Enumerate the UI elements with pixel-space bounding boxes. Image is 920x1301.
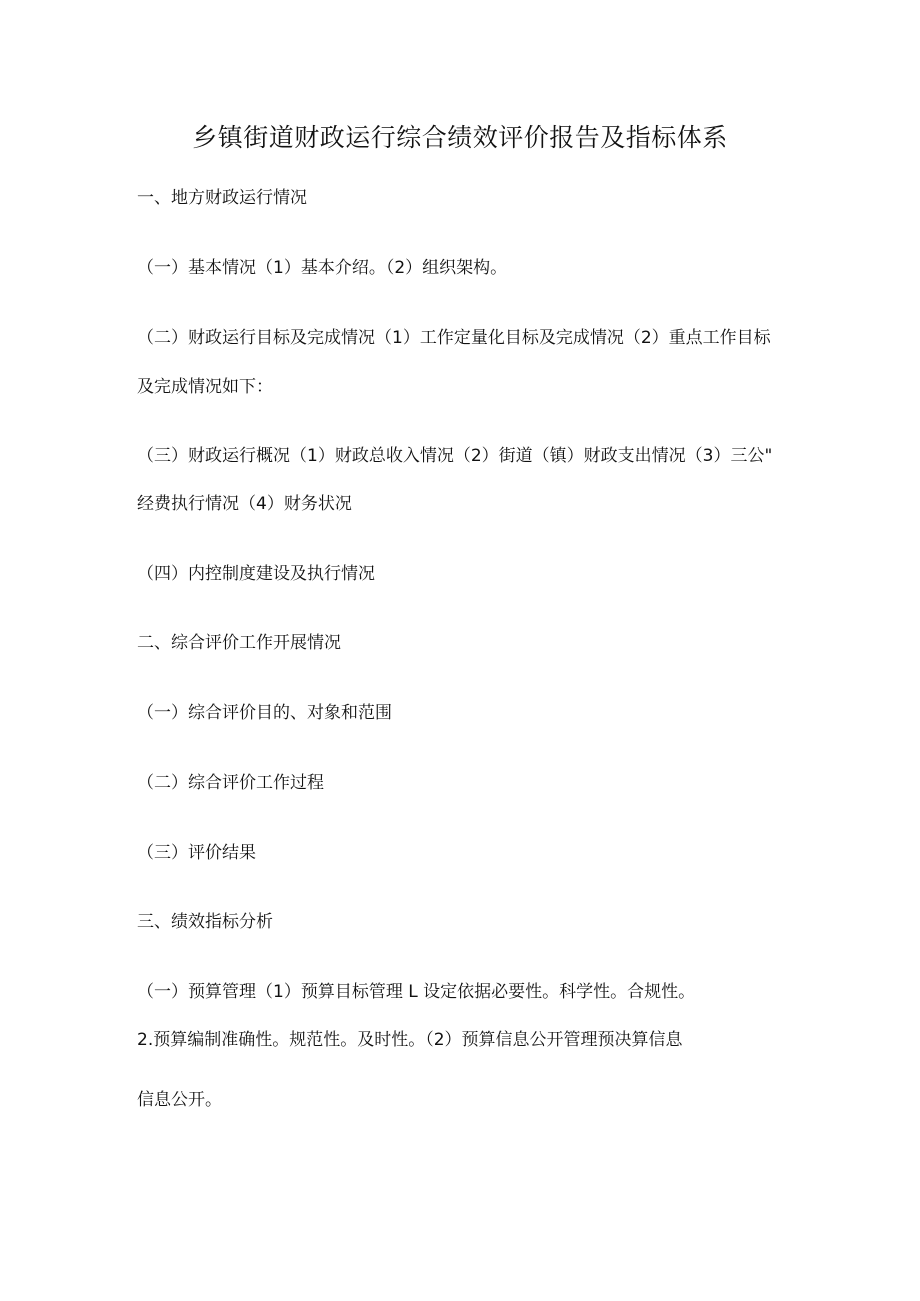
- paragraph-line: 及完成情况如下：: [137, 377, 273, 397]
- section-heading-2: 二、综合评价工作开展情况: [137, 633, 341, 653]
- paragraph-line: （四）内控制度建设及执行情况: [137, 564, 375, 584]
- section-heading-1: 一、地方财政运行情况: [137, 188, 307, 208]
- paragraph-line: 2.预算编制准确性。规范性。及时性。（2）预算信息公开管理预决算信息: [137, 1030, 683, 1050]
- document-title: 乡镇街道财政运行综合绩效评价报告及指标体系: [192, 123, 728, 152]
- paragraph-line: （一）综合评价目的、对象和范围: [137, 703, 392, 723]
- paragraph-line: （一）预算管理（1）预算目标管理 L 设定依据必要性。科学性。合规性。: [137, 982, 696, 1002]
- paragraph-line: 信息公开。: [137, 1090, 222, 1110]
- paragraph-line: 经费执行情况（4）财务状况: [137, 494, 352, 514]
- paragraph-line: （三）财政运行概况（1）财政总收入情况（2）街道（镇）财政支出情况（3）三公": [137, 446, 773, 466]
- paragraph-line: （一）基本情况（1）基本介绍。（2）组织架构。: [137, 258, 508, 278]
- paragraph-line: （三）评价结果: [137, 843, 256, 863]
- section-heading-3: 三、绩效指标分析: [137, 912, 273, 932]
- paragraph-line: （二）财政运行目标及完成情况（1）工作定量化目标及完成情况（2）重点工作目标: [137, 328, 771, 348]
- paragraph-line: （二）综合评价工作过程: [137, 773, 324, 793]
